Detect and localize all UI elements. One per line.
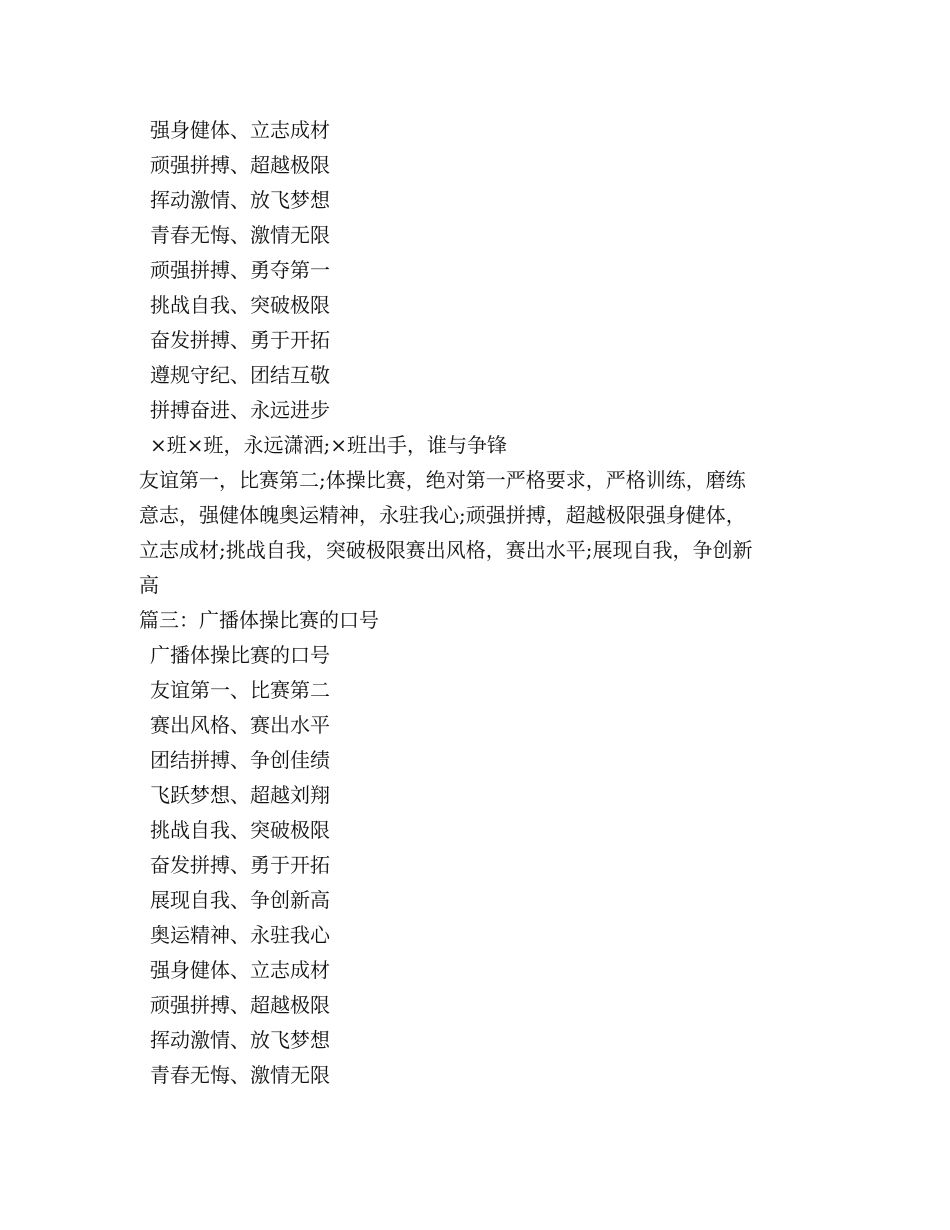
slogan-line: 青春无悔、激情无限 <box>150 223 330 247</box>
slogan-line: 奋发拼搏、勇于开拓 <box>150 328 330 352</box>
slogan-line: 青春无悔、激情无限 <box>150 1063 330 1087</box>
slogan-line: ×班×班，永远潇洒;×班出手，谁与争锋 <box>150 433 508 457</box>
section-heading: 篇三：广播体操比赛的口号 <box>139 608 379 632</box>
slogan-line: 强身健体、立志成材 <box>150 958 330 982</box>
slogan-line: 遵规守纪、团结互敬 <box>150 363 330 387</box>
summary-paragraph <box>139 463 819 603</box>
slogan-line: 挑战自我、突破极限 <box>150 818 330 842</box>
slogan-line: 友谊第一、比赛第二 <box>150 678 330 702</box>
slogan-line: 奋发拼搏、勇于开拓 <box>150 853 330 877</box>
slogan-line: 挥动激情、放飞梦想 <box>150 188 330 212</box>
slogan-line: 强身健体、立志成材 <box>150 118 330 142</box>
slogan-line: 顽强拼搏、超越极限 <box>150 993 330 1017</box>
slogan-line: 奥运精神、永驻我心 <box>150 923 330 947</box>
paragraph-line: 立志成材;挑战自我，突破极限赛出风格，赛出水平;展现自我，争创新 <box>139 538 753 562</box>
slogan-line: 顽强拼搏、超越极限 <box>150 153 330 177</box>
slogan-line: 挑战自我、突破极限 <box>150 293 330 317</box>
slogan-line: 展现自我、争创新高 <box>150 888 330 912</box>
paragraph-line: 意志，强健体魄奥运精神，永驻我心;顽强拼搏，超越极限强身健体， <box>139 503 746 527</box>
slogan-line: 赛出风格、赛出水平 <box>150 713 330 737</box>
paragraph-line: 高 <box>139 573 159 597</box>
slogan-line: 拼搏奋进、永远进步 <box>150 398 330 422</box>
slogan-line: 广播体操比赛的口号 <box>150 643 330 667</box>
slogan-line: 顽强拼搏、勇夺第一 <box>150 258 330 282</box>
slogan-line: 团结拼搏、争创佳绩 <box>150 748 330 772</box>
slogan-line: 飞跃梦想、超越刘翔 <box>150 783 330 807</box>
slogan-list-a <box>139 113 819 463</box>
document-page <box>139 113 819 1093</box>
slogan-list-b <box>139 638 819 1093</box>
slogan-line: 挥动激情、放飞梦想 <box>150 1028 330 1052</box>
paragraph-line: 友谊第一，比赛第二;体操比赛，绝对第一严格要求，严格训练，磨练 <box>139 468 746 492</box>
